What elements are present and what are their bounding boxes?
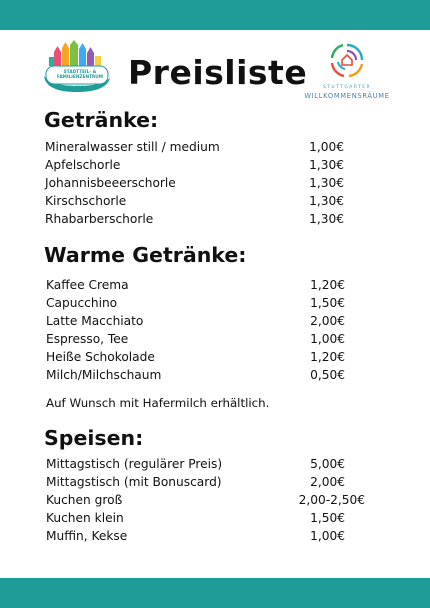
price-row [45,174,370,192]
item-price: 2,00-2,50€ [298,493,365,507]
stuttgarter-willkommensraeume-logo [300,40,394,104]
circular-arcs-logo-icon [329,42,365,82]
item-name: Heiße Schokolade [46,350,155,364]
item-price: 1,30€ [309,176,344,190]
price-row [46,527,371,545]
price-row [45,210,370,228]
price-row [45,192,370,210]
item-name: Rhabarberschorle [45,212,154,226]
price-row [46,348,371,366]
item-price: 1,30€ [309,194,344,208]
item-name: Johannisbeeerschorle [45,176,176,190]
item-name: Espresso, Tee [46,332,129,346]
price-list-speisen [46,455,371,545]
item-price: 0,50€ [310,368,345,382]
hafermilch-note: Auf Wunsch mit Hafermilch erhältlich. [46,396,270,410]
section-heading-getraenke: Getränke: [44,108,159,132]
section-heading-speisen: Speisen: [44,426,144,450]
item-price: 1,50€ [310,511,345,525]
logo-right-small-text: STUTTGARTER [322,85,372,90]
price-row [46,509,371,527]
item-name: Mineralwasser still / medium [45,140,220,154]
price-list-getraenke [45,138,370,228]
section-heading-warme-getraenke: Warme Getränke: [44,243,247,267]
bottom-color-bar [0,578,430,608]
item-name: Latte Macchiato [46,314,144,328]
item-price: 1,30€ [309,212,344,226]
item-price: 1,00€ [310,529,345,543]
price-row [45,138,370,156]
item-name: Muffin, Kekse [46,529,128,543]
logo-right-big-text: WILLKOMMENSRÄUME [304,92,390,100]
item-price: 5,00€ [310,457,345,471]
item-name: Kuchen klein [46,511,124,525]
item-name: Kaffee Crema [46,278,129,292]
item-price: 1,00€ [310,332,345,346]
item-name: Apfelschorle [45,158,121,172]
price-row [46,312,371,330]
price-list-warme-getraenke [46,276,371,384]
item-price: 1,20€ [310,278,345,292]
item-price: 2,00€ [310,475,345,489]
price-row [46,330,371,348]
item-name: Mittagstisch (mit Bonuscard) [46,475,222,489]
item-name: Kuchen groß [46,493,123,507]
item-name: Kirschschorle [45,194,127,208]
item-name: Mittagstisch (regulärer Preis) [46,457,223,471]
item-price: 1,30€ [309,158,344,172]
stadtteil-familienzentrum-logo [40,40,114,96]
price-row [46,366,371,384]
price-row [46,276,371,294]
item-name: Milch/Milchschaum [46,368,162,382]
logo-left-text: STADTTEIL- & FAMILIENZENTRUM [56,70,104,80]
item-name: Capucchino [46,296,118,310]
price-row [46,491,371,509]
price-row [46,294,371,312]
top-color-bar [0,0,430,30]
item-price: 1,00€ [309,140,344,154]
logo-left-subtext: FEUERBACH [67,85,93,90]
item-price: 1,50€ [310,296,345,310]
item-price: 1,20€ [310,350,345,364]
item-price: 2,00€ [310,314,345,328]
price-row [45,156,370,174]
price-row [46,455,371,473]
page-title: Preisliste [128,53,308,92]
price-row [46,473,371,491]
